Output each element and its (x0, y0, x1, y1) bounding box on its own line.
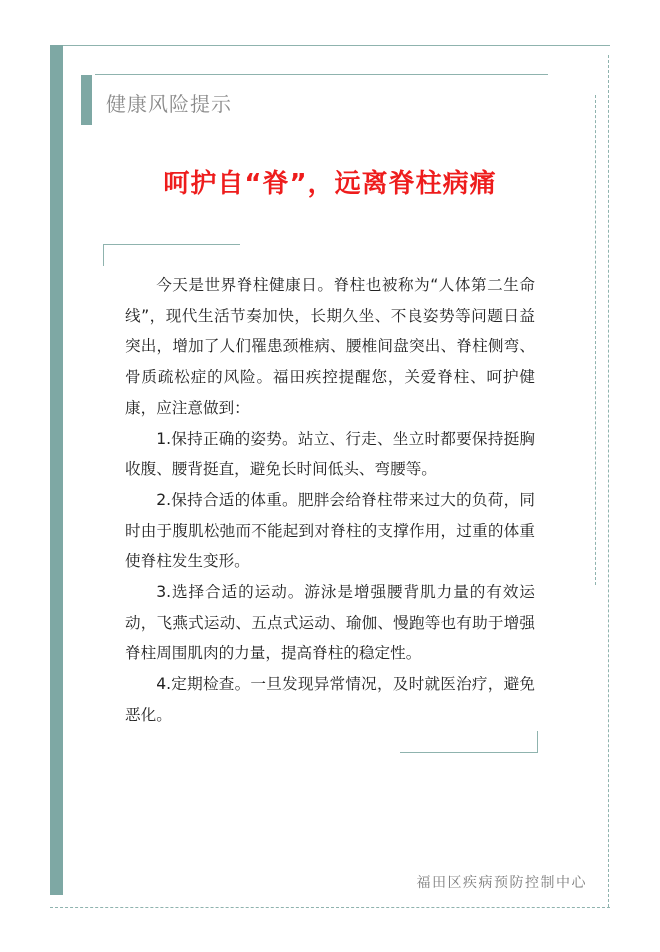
tip-paragraph-2: 2.保持合适的体重。肥胖会给脊柱带来过大的负荷，同时由于腹肌松弛而不能起到对脊柱的支撑作用，过重的体重使脊柱发生变形。 (125, 490, 535, 571)
corner-bracket-top-left-vertical (103, 244, 104, 266)
tip-paragraph-4: 4.定期检查。一旦发现异常情况，及时就医治疗，避免恶化。 (125, 675, 535, 724)
footer-organization: 福田区疾病预防控制中心 (416, 875, 587, 891)
section-title: 健康风险提示 (106, 92, 232, 116)
corner-bracket-bottom-right (400, 752, 538, 753)
intro-paragraph: 今天是世界脊柱健康日。脊柱也被称为“人体第二生命线”，现代生活节奏加快，长期久坐、不良姿势等问题日益突出，增加了人们罹患颈椎病、腰椎间盘突出、脊柱侧弯、骨质疏松症的风险。福田疾控提醒您，关爱脊柱、呵护健康，应注意做到： (125, 276, 535, 417)
section-title-marker (81, 75, 92, 125)
main-title: 呵护自“脊”，远离脊柱病痛 (163, 169, 497, 199)
header-divider-line (95, 74, 548, 75)
tip-paragraph-3: 3.选择合适的运动。游泳是增强腰背肌力量的有效运动，飞燕式运动、五点式运动、瑜伽、慢跑等也有助于增强脊柱周围肌肉的力量，提高脊柱的稳定性。 (125, 583, 535, 663)
outer-frame-top-line (50, 45, 610, 46)
corner-bracket-top-left (103, 244, 240, 245)
outer-frame-bottom-dashed-line (50, 907, 610, 908)
article-body (125, 270, 535, 731)
corner-bracket-bottom-right-vertical (537, 731, 538, 753)
tip-paragraph-1: 1.保持正确的姿势。站立、行走、坐立时都要保持挺胸收腹、腰背挺直，避免长时间低头、弯腰等。 (125, 429, 535, 479)
